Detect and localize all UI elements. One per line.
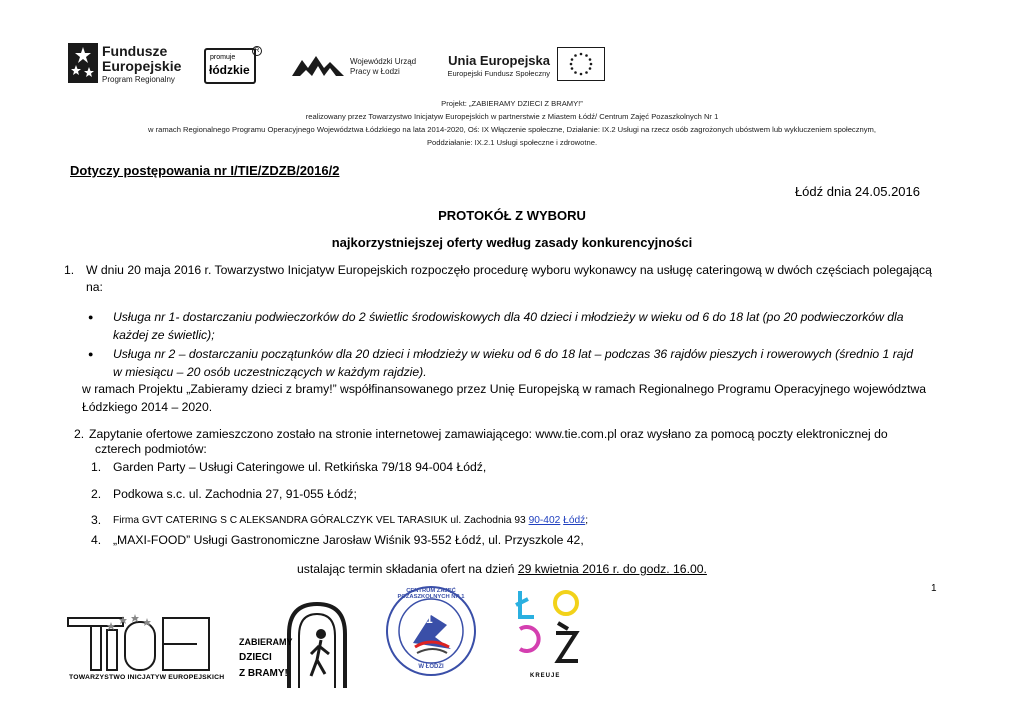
p1-after-line2: Łódzkiego 2014 – 2020.	[82, 400, 213, 414]
czp-bottom-text: W ŁODZI	[418, 664, 444, 670]
document-title: PROTOKÓŁ Z WYBORU	[438, 208, 586, 223]
tie-letters-icon	[67, 612, 212, 674]
wup-line2: Pracy w Łodzi	[350, 67, 400, 76]
ue-title: Unia Europejska	[448, 53, 550, 68]
page-number: 1	[931, 583, 937, 594]
tie-logo	[67, 612, 225, 687]
fe-stars-icon	[68, 43, 98, 83]
wup-line1: Wojewódzki Urząd	[350, 57, 417, 66]
deadline-line	[297, 561, 707, 578]
project-line4: Poddziałanie: IX.2.1 Usługi społeczne i zdrowotne.	[426, 138, 598, 147]
bullet-dot: ●	[88, 312, 94, 322]
czp-logo	[385, 585, 477, 677]
p2-number: 2.	[74, 427, 85, 441]
promuje-lodzkie-logo	[204, 48, 260, 82]
city-link[interactable]: Łódź	[563, 515, 586, 526]
entity-text: Firma GVT CATERING S C ALEKSANDRA GÓRALCZYK VEL TARASIUK ul. Zachodnia 93	[113, 515, 526, 526]
entity-text: „MAXI-FOOD” Usługi Gastronomiczne Jarosław Wiśnik 93-552 Łódź, ul. Przyszkole 42,	[113, 533, 584, 547]
entity-number: 3.	[91, 513, 102, 527]
promuje-main: łódzkie	[209, 63, 250, 77]
project-line2: realizowany przez Towarzystwo Inicjatyw Europejskich w partnerstwie z Miastem Łódź/ Centrum Zajęć Pozaszkolnych Nr 1	[305, 112, 719, 121]
lodz-caption: KREUJE	[530, 673, 561, 679]
promuje-top: promuje	[210, 54, 236, 61]
bullet-dot: ●	[88, 349, 94, 359]
p2-line1: Zapytanie ofertowe zamieszczono zostało na stronie internetowej zamawiającego: www.tie.com.pl oraz wysłano za pomocą poczty elektronicznej do	[89, 427, 888, 441]
p1-after-line1: w ramach Projektu „Zabieramy dzieci z bramy!” współfinansowanego przez Unię Europejską w ramach Regionalnego Programu Operacyjnego województwa	[82, 382, 927, 396]
entity-row-3	[113, 514, 588, 528]
project-line1: Projekt: „ZABIERAMY DZIECI Z BRAMY!”	[441, 99, 583, 108]
wup-logo	[292, 52, 432, 82]
lodz-kreuje-logo	[514, 583, 584, 683]
entity-text: Podkowa s.c. ul. Zachodnia 27, 91-055 Łódź;	[113, 487, 357, 501]
entity-number: 2.	[91, 487, 102, 501]
registered-icon: R	[252, 46, 262, 56]
fundusze-europejskie-logo	[68, 43, 182, 85]
fe-sub: Program Regionalny	[102, 75, 175, 85]
fe-line1: Fundusze	[102, 43, 168, 59]
place-date: Łódź dnia 24.05.2016	[794, 184, 920, 199]
entity-tail: ;	[585, 515, 589, 526]
bullet1-line1: Usługa nr 1- dostarczaniu podwieczorków do 2 świetlic środowiskowych dla 40 dzieci i młodzieży w wieku od 6 do 18 lat (po 20 podwieczorków dla	[113, 310, 904, 324]
bullet1-line2: każdej ze świetlic);	[113, 328, 215, 342]
bullet2-line1: Usługa nr 2 – dostarczaniu początunków dla 20 dzieci i młodzieży w wieku od 6 do 18 lat – podczas 36 rajdów pieszych i rowerowych (średnio 1 rajd	[113, 347, 914, 361]
lodz-letters-icon	[514, 583, 584, 675]
document-subtitle: najkorzystniejszej oferty według zasady konkurencyjności	[331, 235, 693, 250]
p1-line1: W dniu 20 maja 2016 r. Towarzystwo Inicjatyw Europejskich rozpoczęło procedurę wyboru wykonawcy na usługę cateringową w dwóch częściach polegającą	[86, 263, 932, 277]
project-line3: w ramach Regionalnego Programu Operacyjnego Województwa Łódzkiego na lata 2014-2020, Oś: IX Włączenie społeczne, Działanie: IX.2 Usługi na rzecz osób zagrożonych ubóstwem lub wykluczeniem społecznym,	[148, 125, 876, 134]
czp-number: 1	[426, 612, 433, 626]
mountains-icon	[292, 54, 344, 80]
zdzb-line1: ZABIERAMY	[239, 637, 293, 647]
p1-line2: na:	[86, 280, 103, 294]
p2-line2: czterech podmiotów:	[95, 442, 207, 456]
entity-text: Garden Party – Usługi Cateringowe ul. Retkińska 79/18 94-004 Łódź,	[113, 460, 487, 474]
unia-europejska-logo	[447, 47, 605, 83]
bullet2-line2: w miesiącu – 20 osób uczestniczących w każdym rajdzie).	[113, 365, 427, 379]
p1-number: 1.	[64, 263, 75, 277]
ue-sub: Europejski Fundusz Społeczny	[447, 68, 550, 78]
zdzb-line3: Z BRAMY!	[239, 668, 288, 679]
fe-line2: Europejskie	[102, 57, 182, 74]
postcode-link[interactable]: 90-402	[528, 515, 561, 526]
tie-caption: TOWARZYSTWO INICJATYW EUROPEJSKICH	[69, 674, 225, 681]
eu-flag-icon	[557, 47, 605, 81]
entity-number: 1.	[91, 460, 102, 474]
deadline-date: 29 kwietnia 2016 r. do godz. 16.00.	[517, 562, 707, 576]
czp-ring-text: CENTRUM ZAJĘĆ POZASZKOLNYCH NR 1	[397, 588, 465, 600]
reference-heading: Dotyczy postępowania nr I/TIE/ZDZB/2016/2	[70, 163, 340, 178]
entity-number: 4.	[91, 533, 102, 547]
deadline-pre: ustalając termin składania ofert na dzień	[297, 562, 515, 576]
zdzb-line2: DZIECI	[239, 652, 272, 663]
zabieramy-logo	[237, 600, 353, 690]
